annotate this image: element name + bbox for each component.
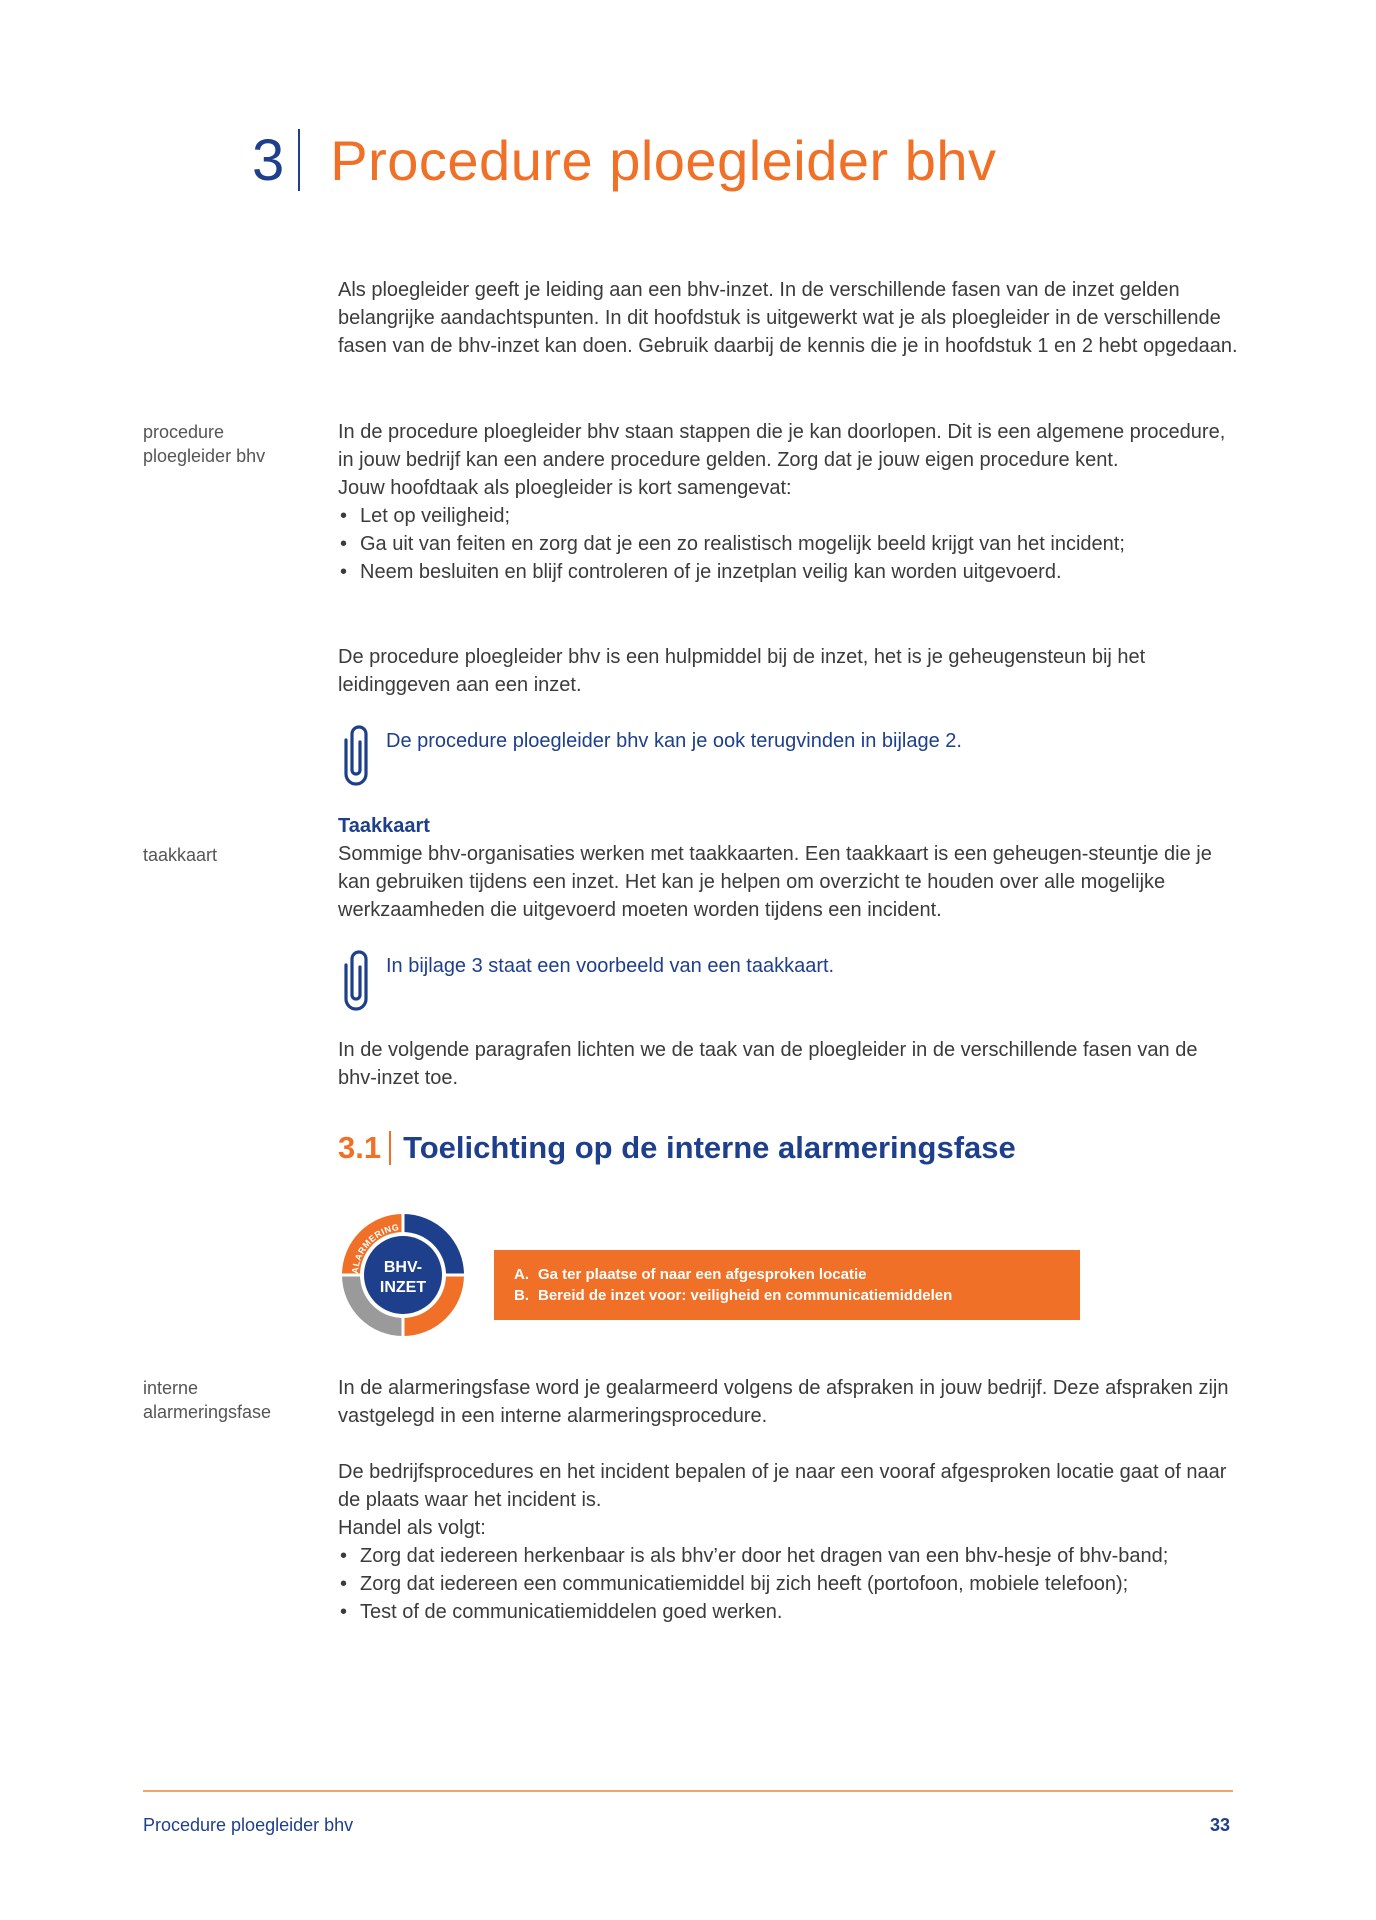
procedure-block (338, 418, 1238, 586)
paperclip-icon (338, 720, 374, 792)
chapter-title: Procedure ploegleider bhv (330, 128, 997, 192)
list-item: • Zorg dat iedereen een communicatiemiddel bij zich heeft (portofoon, mobiele telefoon); (338, 1570, 1238, 1598)
alarm-block (338, 1458, 1238, 1626)
procedure-bullets (338, 502, 1238, 586)
procedure-paragraph: In de procedure ploegleider bhv staan stappen die je kan doorlopen. Dit is een algemene procedure, in jouw bedrijf kan een andere procedure gelden. Zorg dat je jouw eigen procedure kent. (338, 421, 1226, 471)
chapter-heading (252, 120, 997, 200)
note-procedure (338, 720, 962, 792)
margin-note-taakkaart: taakkaart (143, 845, 218, 865)
bhv-inzet-phase-diagram (338, 1210, 468, 1340)
section-title: Toelichting op de interne alarmeringsfase (403, 1130, 1016, 1165)
center-label-line1: BHV- (383, 1259, 423, 1276)
step-letter: A. (514, 1266, 529, 1283)
paperclip-icon (338, 945, 374, 1017)
list-item: • Test of de communicatiemiddelen goed werken. (338, 1598, 1238, 1626)
note-text: In bijlage 3 staat een voorbeeld van een taakkaart. (386, 955, 835, 977)
margin-note-alarmering: interne alarmeringsfase (143, 1378, 272, 1422)
list-item: • Neem besluiten en blijf controleren of je inzetplan veilig kan worden uitgevoerd. (338, 558, 1238, 586)
margin-note-procedure: procedure ploegleider bhv (143, 422, 266, 466)
alarm-bullets (338, 1542, 1238, 1626)
taakkaart-heading: Taakkaart (338, 815, 430, 837)
phase-steps-box (494, 1250, 1080, 1320)
section-number: 3.1 (338, 1130, 382, 1165)
center-label-line2: INZET (379, 1279, 427, 1296)
list-item: • Let op veiligheid; (338, 502, 1238, 530)
phase-step (514, 1285, 1060, 1306)
list-item: • Zorg dat iedereen herkenbaar is als bhv’er door het dragen van een bhv-hesje of bhv-band; (338, 1542, 1238, 1570)
chapter-divider (298, 129, 300, 191)
procedure-lead: Jouw hoofdtaak als ploegleider is kort samengevat: (338, 477, 792, 499)
intro-paragraph: Als ploegleider geeft je leiding aan een bhv-inzet. In de verschillende fasen van de inzet gelden belangrijke aandachtspunten. In dit hoofdstuk is uitgewerkt wat je als ploegleider in de verschillende fasen van de bhv-inzet kan doen. Gebruik daarbij de kennis die je in hoofdstuk 1 en 2 hebt opgedaan. (338, 279, 1238, 357)
footer-divider (143, 1790, 1233, 1792)
step-text: Ga ter plaatse of naar een afgesproken locatie (538, 1266, 867, 1283)
procedure-paragraph-2: De procedure ploegleider bhv is een hulpmiddel bij de inzet, het is je geheugensteun bij het leidinggeven aan een inzet. (338, 646, 1146, 696)
step-text: Bereid de inzet voor: veiligheid en communicatiemiddelen (538, 1287, 953, 1304)
alarm-paragraph-1: In de alarmeringsfase word je gealarmeerd volgens de afspraken in jouw bedrijf. Deze afspraken zijn vastgelegd in een interne alarmeringsprocedure. (338, 1377, 1229, 1427)
section-heading (338, 1130, 1016, 1166)
section-divider (389, 1131, 391, 1165)
alarm-paragraph-2: De bedrijfsprocedures en het incident bepalen of je naar een vooraf afgesproken locatie gaat of naar de plaats waar het incident is. (338, 1461, 1227, 1511)
note-text: De procedure ploegleider bhv kan je ook terugvinden in bijlage 2. (386, 730, 962, 752)
note-taakkaart (338, 945, 834, 1017)
chapter-number: 3 (252, 127, 285, 193)
list-item: • Ga uit van feiten en zorg dat je een zo realistisch mogelijk beeld krijgt van het incident; (338, 530, 1238, 558)
step-letter: B. (514, 1287, 529, 1304)
alarm-lead: Handel als volgt: (338, 1517, 486, 1539)
page-number: 33 (1210, 1815, 1231, 1835)
footer-title: Procedure ploegleider bhv (143, 1815, 354, 1835)
phase-step (514, 1264, 1060, 1285)
taakkaart-paragraph: Sommige bhv-organisaties werken met taakkaarten. Een taakkaart is een geheugen-steuntje die je kan gebruiken tijdens een inzet. Het kan je helpen om overzicht te houden over alle mogelijke werkzaamheden die uitgevoerd moeten worden tijdens een incident. (338, 843, 1212, 921)
ring-label: ALARMERING (349, 1222, 401, 1275)
taakkaart-closing: In de volgende paragrafen lichten we de taak van de ploegleider in de verschillende fasen van de bhv-inzet toe. (338, 1039, 1198, 1089)
